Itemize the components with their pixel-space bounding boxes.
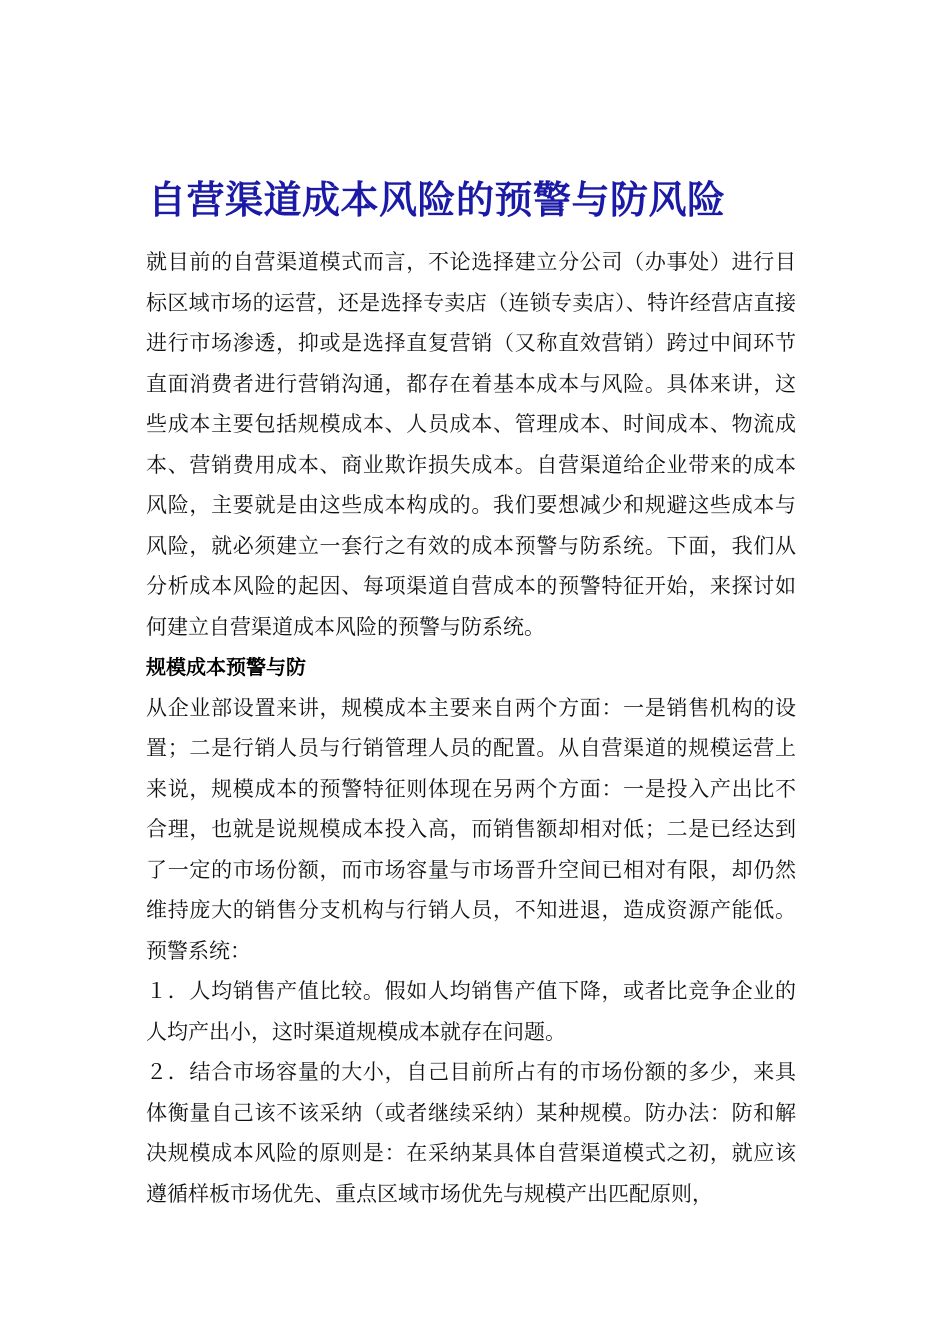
- section-heading: 规模成本预警与防: [146, 655, 306, 679]
- section-paragraph: 从企业部设置来讲，规模成本主要来自两个方面：一是销售机构的设置；二是行销人员与行销管理人员的配置。从自营渠道的规模运营上来说，规模成本的预警特征则体现在另两个方面：一是投入产出比不合理，也就是说规模成本投入高，而销售额却相对低；二是已经达到了一定的市场份额，而市场容量与市场晋升空间已相对有限，却仍然维持庞大的销售分支机构与行销人员，不知进退，造成资源产能低。预警系统：: [146, 695, 796, 963]
- document-body: [146, 242, 796, 1214]
- list-item-1: １．人均销售产值比较。假如人均销售产值下降，或者比竞争企业的人均产出小，这时渠道规模成本就存在问题。: [146, 979, 796, 1044]
- list-item-2: ２．结合市场容量的大小，自己目前所占有的市场份额的多少，来具体衡量自己该不该采纳（或者继续采纳）某种规模。防办法：防和解决规模成本风险的原则是：在采纳某具体自营渠道模式之初，就应该遵循样板市场优先、重点区域市场优先与规模产出匹配原则，: [146, 1060, 796, 1206]
- intro-paragraph: 就目前的自营渠道模式而言，不论选择建立分公司（办事处）进行目标区域市场的运营，还是选择专卖店（连锁专卖店）、特许经营店直接进行市场渗透，抑或是选择直复营销（又称直效营销）跨过中间环节直面消费者进行营销沟通，都存在着基本成本与风险。具体来讲，这些成本主要包括规模成本、人员成本、管理成本、时间成本、物流成本、营销费用成本、商业欺诈损失成本。自营渠道给企业带来的成本风险，主要就是由这些成本构成的。我们要想减少和规避这些成本与风险，就必须建立一套行之有效的成本预警与防系统。下面，我们从分析成本风险的起因、每项渠道自营成本的预警特征开始，来探讨如何建立自营渠道成本风险的预警与防系统。: [146, 250, 796, 639]
- document-title: 自营渠道成本风险的预警与防风险: [148, 177, 726, 222]
